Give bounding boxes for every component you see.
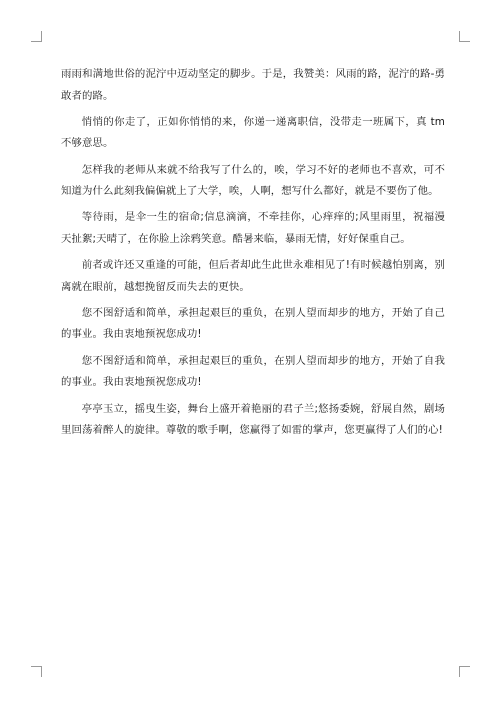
crop-mark-bottom-right (459, 666, 470, 677)
paragraph-4: 等待雨，是伞一生的宿命;信息滴滴，不牵挂你，心痒痒的;风里雨里，祝福漫天扯絮;天晴了，在你脸上涂鸦笑意。酷暑来临，暴雨无情，好好保重自己。 (61, 211, 445, 245)
paragraph-7: 您不图舒适和简单，承担起艰巨的重负，在别人望而却步的地方，开始了自我的事业。我由衷地预祝您成功! (61, 354, 445, 389)
paragraph-1: 雨雨和满地世俗的泥泞中迈动坚定的脚步。于是，我赞美：风雨的路，泥泞的路-勇敢者的路。 (61, 68, 445, 102)
paragraph-8: 亭亭玉立，摇曳生姿，舞台上盛开着艳丽的君子兰;悠扬委婉，舒展自然，剧场里回荡着醉人的旋律。尊敬的歌手啊，您赢得了如雷的掌声，您更赢得了人们的心! (61, 402, 445, 437)
crop-mark-top-right (459, 31, 470, 42)
crop-mark-bottom-left (31, 666, 42, 677)
paragraph-5: 前者或许还又重逢的可能，但后者却此生此世永难相见了!有时候越怕别离，别离就在眼前，越想挽留反而失去的更快。 (61, 259, 445, 293)
crop-mark-top-left (31, 31, 42, 42)
paragraph-6: 您不图舒适和简单，承担起艰巨的重负，在别人望而却步的地方，开始了自己的事业。我由衷地预祝您成功! (61, 306, 445, 341)
paragraph-2: 悄悄的你走了，正如你悄悄的来，你递一递离职信，没带走一班属下，真 tm 不够意思。 (61, 115, 445, 150)
paragraph-3: 怎样我的老师从来就不给我写了什么的，唉，学习不好的老师也不喜欢，可不知道为什么此刻我偏偏就上了大学，唉，人啊，想写什么都好，就是不要伤了他。 (61, 163, 445, 198)
document-body (61, 64, 445, 446)
